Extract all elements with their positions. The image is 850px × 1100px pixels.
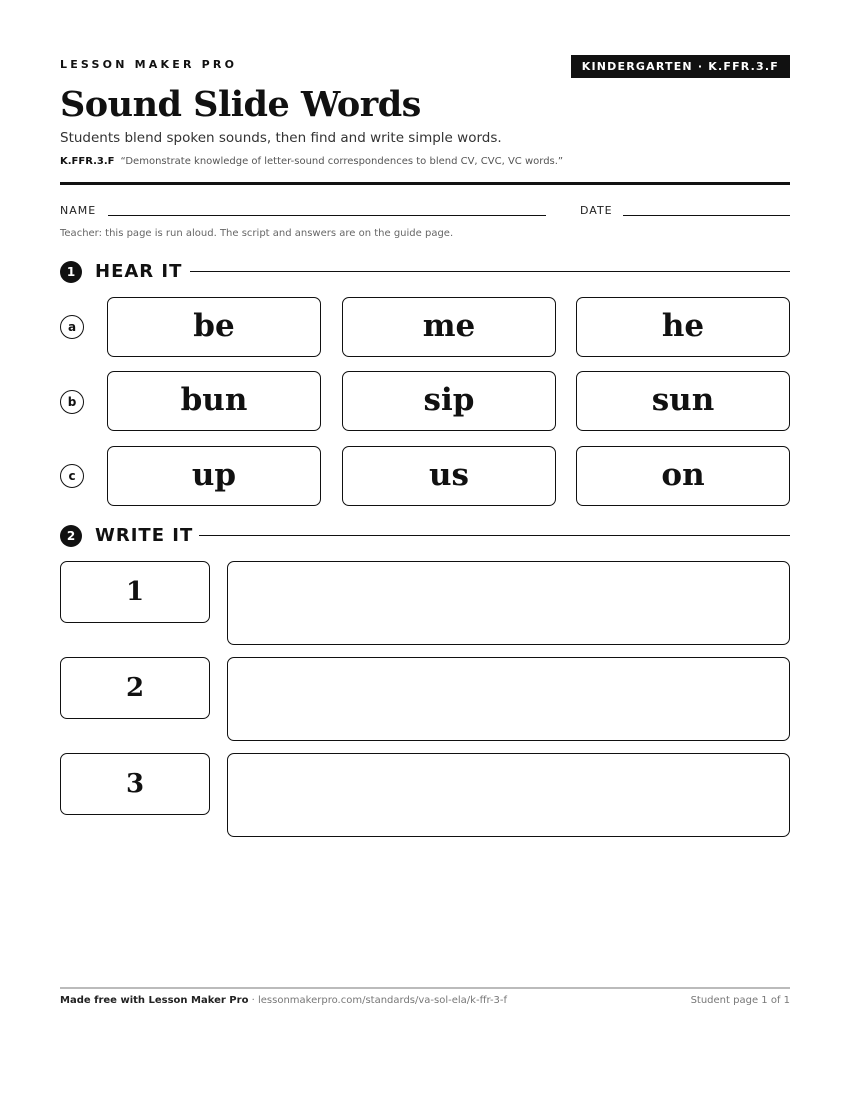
answer-write-box[interactable] bbox=[227, 561, 790, 645]
word-card: us bbox=[342, 446, 556, 506]
section-title: HEAR IT bbox=[95, 261, 183, 282]
teacher-note: Teacher: this page is run aloud. The script and answers are on the guide page. bbox=[60, 228, 454, 239]
standard-line bbox=[60, 156, 563, 167]
word-card: be bbox=[107, 297, 321, 357]
footer-page-number: Student page 1 of 1 bbox=[690, 995, 790, 1006]
word-card: sip bbox=[342, 371, 556, 431]
word-card: bun bbox=[107, 371, 321, 431]
section-title: WRITE IT bbox=[95, 525, 194, 546]
footer-made-with: Made free with Lesson Maker Pro bbox=[60, 995, 249, 1006]
grade-badge: KINDERGARTEN · K.FFR.3.F bbox=[571, 55, 790, 78]
word-card: me bbox=[342, 297, 556, 357]
word-card: he bbox=[576, 297, 790, 357]
page-title: Sound Slide Words bbox=[60, 84, 421, 125]
standard-code: K.FFR.3.F bbox=[60, 156, 115, 167]
standard-text: “Demonstrate knowledge of letter-sound correspondences to blend CV, CVC, VC words.” bbox=[120, 156, 564, 167]
name-label: NAME bbox=[60, 204, 97, 217]
answer-write-box[interactable] bbox=[227, 657, 790, 741]
section-rule bbox=[190, 271, 790, 272]
section-number-badge: 1 bbox=[60, 261, 82, 283]
word-card: on bbox=[576, 446, 790, 506]
footer-separator: · bbox=[248, 995, 258, 1006]
section-rule bbox=[199, 535, 790, 536]
item-number-card: 3 bbox=[60, 753, 210, 815]
name-field[interactable] bbox=[108, 215, 546, 216]
brand-name: LESSON MAKER PRO bbox=[60, 58, 238, 71]
item-number-card: 2 bbox=[60, 657, 210, 719]
date-field[interactable] bbox=[623, 215, 790, 216]
section-number-badge: 2 bbox=[60, 525, 82, 547]
worksheet-page bbox=[60, 0, 790, 1100]
date-label: DATE bbox=[580, 204, 613, 217]
footer-divider bbox=[60, 987, 790, 989]
section-hear-it-heading bbox=[60, 259, 790, 285]
item-number-card: 1 bbox=[60, 561, 210, 623]
footer-credit bbox=[60, 995, 507, 1006]
row-letter-badge: b bbox=[60, 390, 84, 414]
word-card: up bbox=[107, 446, 321, 506]
page-subtitle: Students blend spoken sounds, then find and write simple words. bbox=[60, 130, 502, 146]
section-write-it-heading bbox=[60, 523, 790, 549]
header-divider bbox=[60, 182, 790, 185]
footer-url[interactable]: lessonmakerpro.com/standards/va-sol-ela/k-ffr-3-f bbox=[257, 995, 508, 1006]
word-card: sun bbox=[576, 371, 790, 431]
row-letter-badge: a bbox=[60, 315, 84, 339]
answer-write-box[interactable] bbox=[227, 753, 790, 837]
row-letter-badge: c bbox=[60, 464, 84, 488]
